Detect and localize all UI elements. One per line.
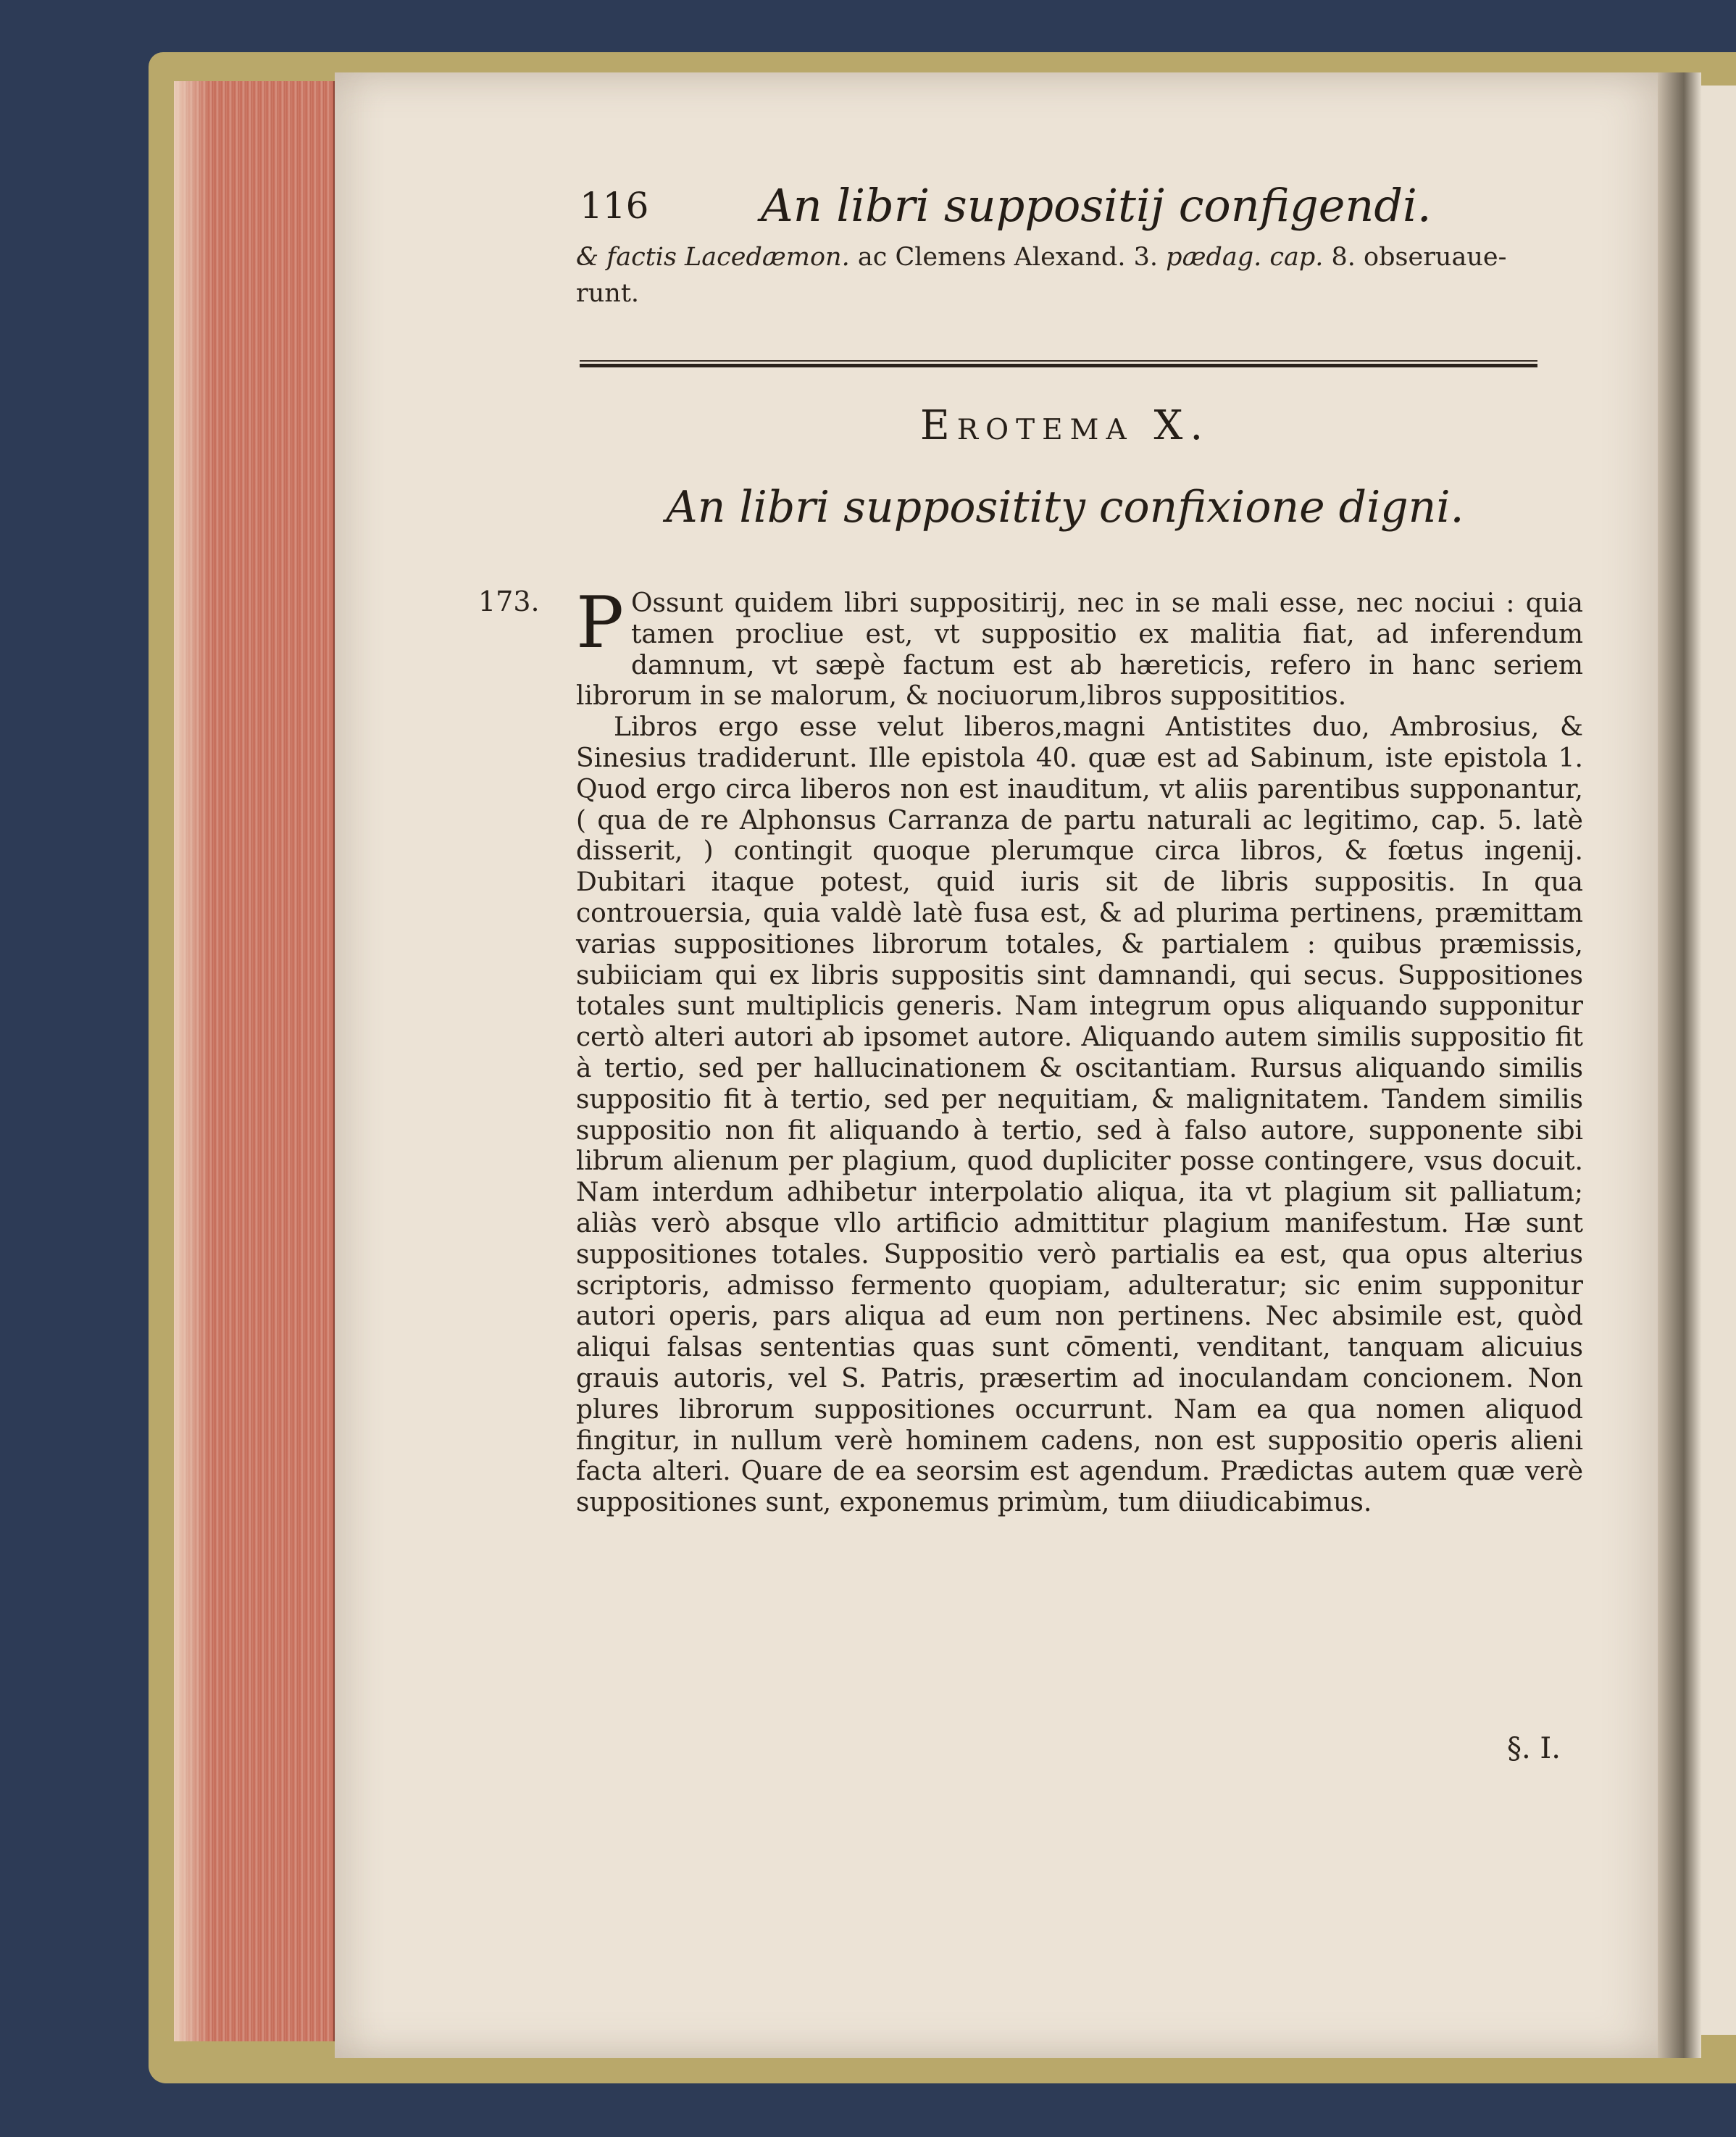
page-header [580,177,1551,242]
section-rule-thin [580,360,1537,362]
continued-line-1: & factis Lacedæmon. ac Clemens Alexand. 3. pædag. cap. 8. obseruaue- [576,243,1507,272]
book-gutter [1658,72,1701,2058]
continued-line-2: runt. [576,279,640,308]
paragraph-2: Libros ergo esse velut liberos,magni Antistites duo, Ambrosius, & Sinesius tradiderunt. Ille epistola 40. quæ est ad Sabinum, iste epistola 1. Quod ergo circa liberos non est inauditum, vt aliis parentibus supponantur, ( qua de re Alphonsus Carranza de partu naturali ac legitimo, cap. 5. latè disserit, ) contingit quoque plerumque circa libros, & fœtus ingenij. Dubitari itaque potest, quid iuris sit de libris suppositis. In qua controuersia, quia valdè latè fusa est, & ad plurima pertinens, præmittam varias suppositiones librorum totales, & partialem : quibus præmissis, subiiciam qui ex libris suppositis sint damnandi, qui secus. Suppositiones totales sunt multiplicis generis. Nam integrum opus aliquando supponitur certò alteri autori ab ipsomet autore. Aliquando autem similis suppositio fit à tertio, sed per hallucinationem & oscitantiam. Rursus aliquando similis suppositio fit à tertio, sed per nequitiam, & malignitatem. Tandem similis suppositio non fit aliquando à tertio, sed à falso autore, supponente sibi librum alienum per plagium, quod dupliciter posse contingere, vsus docuit. Nam interdum adhibetur interpolatio aliqua, ita vt plagium sit palliatum; aliàs verò absque vllo artificio admittitur plagium manifestum. Hæ sunt suppositiones totales. Suppositio verò partialis ea est, qua opus alterius scriptoris, admisso fermento quopiam, adulteratur; sic enim supponitur autori operis, pars aliqua ad eum non pertinens. Nec absimile est, quòd aliqui falsas sententias quas sunt cōmenti, venditant, tanquam alicuius grauis autoris, vel S. Patris, præsertim ad inoculandam concionem. Non plures librorum suppositiones occurrunt. Nam ea qua nomen aliquod fingitur, in nullum verè hominem cadens, non est suppositio operis alieni facta alteri. Quare de ea seorsim est agendum. Prædictas autem quæ verè suppositiones sunt, exponemus primùm, tum diiudicabimus. [576,712,1583,1518]
paragraph-1: P Ossunt quidem libri suppositirij, nec in se mali esse, nec nociui : quia tamen procliue est, vt suppositio ex malitia fiat, ad inferendum damnum, vt sæpè factum est ab hæreticis, refero in hanc seriem librorum in se malorum, & nociuorum,libros supposititios. [576,582,1583,712]
page-edges-highlight [174,81,210,2041]
continued-text [576,239,1561,312]
margin-number: 173. [478,586,540,617]
catchword: §. I. [1507,1732,1561,1765]
facing-page-edge [1701,86,1736,2035]
section-subtitle: An libri suppositity confixione digni. [666,482,1464,533]
section-rule-thick [580,364,1537,367]
drop-cap: P [576,582,624,665]
section-heading: Erotema X. [919,402,1211,449]
body-text [576,582,1583,1519]
page-number: 116 [580,185,649,227]
running-head: An libri suppositij configendi. [761,179,1432,232]
